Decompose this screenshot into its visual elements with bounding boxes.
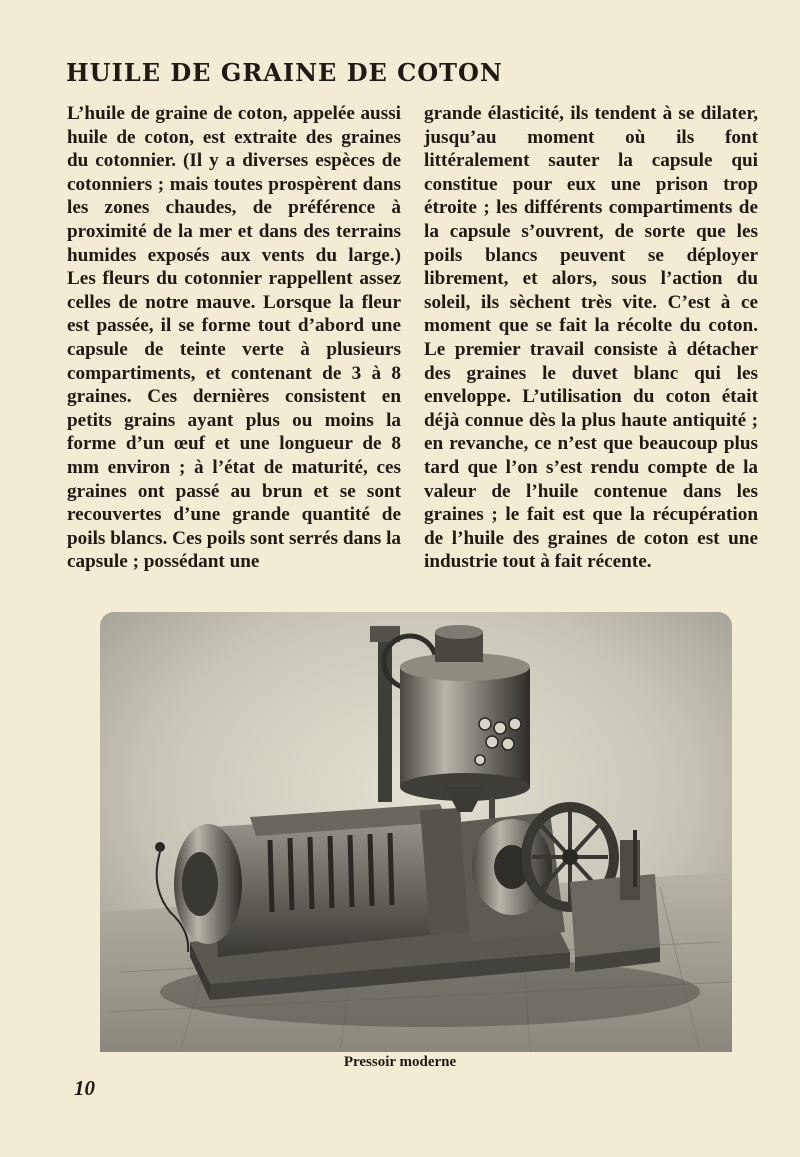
figure-caption: Pressoir moderne — [343, 1054, 457, 1070]
body-text-right-column: grande élasticité, ils tendent à se dilater, jusqu’au moment où ils font littéralement sauter la capsule qui constitue pour eux une prison trop étroite ; les différents compartiments de la capsule s’ouvrent, de sorte que les poils blancs peuvent se déployer librement, et alors, sous l’action du soleil, ils sèchent très vite. C’est à ce moment que se fait la récolte du coton. Le premier travail consiste à détacher des graines le duvet blanc qui les enveloppe. L’utilisation du coton était déjà connue dès la plus haute antiquité ; en revanche, ce n’est que beaucoup plus tard que l’on s’est rendu compte de la valeur de l’huile contenue dans les graines ; le fait est que la récupération de l’huile des graines de coton est une industrie tout à fait récente. — [424, 103, 758, 573]
press-illustration — [100, 612, 732, 1052]
page-title: HUILE DE GRAINE DE COTON — [66, 58, 503, 87]
body-text-left-column: L’huile de graine de coton, appelée aussi huile de coton, est extraite des graines du cotonnier. (Il y a diverses espèces de cotonniers ; mais toutes prospèrent dans les zones chaudes, de préférence à proximité de la mer et dans des terrains humides exposés aux vents du large.) Les fleurs du cotonnier rappellent assez celles de notre mauve. Lorsque la fleur est passée, il se forme tout d’abord une capsule de teinte verte à plusieurs compartiments, et contenant de 3 à 8 graines. Ces dernières consistent en petits grains ayant plus ou moins la forme d’un œuf et une longueur de 8 mm environ ; à l’état de maturité, ces graines ont passé au brun et se sont recouvertes d’une grande quantité de poils blancs. Ces poils sont serrés dans la capsule ; possédant une — [67, 103, 401, 573]
page-number: 10 — [74, 1076, 95, 1100]
